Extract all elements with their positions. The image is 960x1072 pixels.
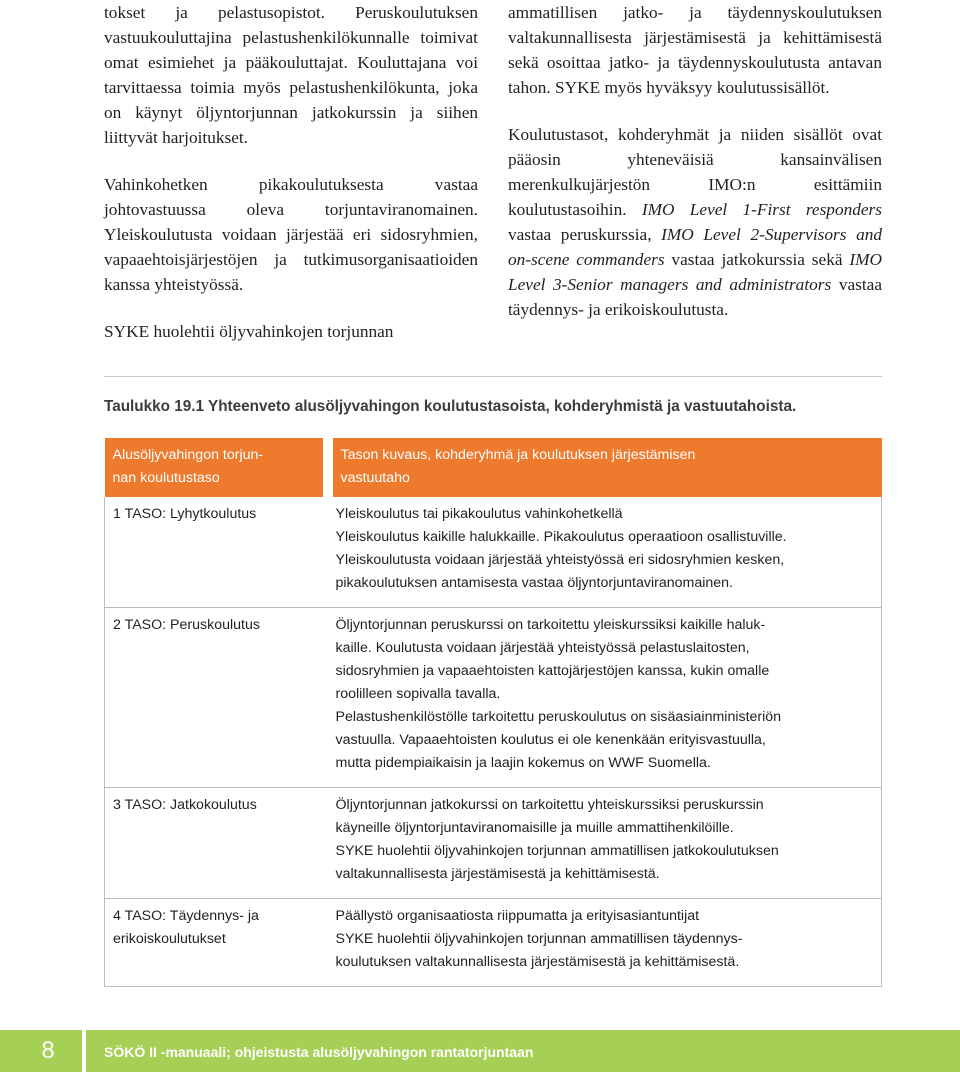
description-line: Öljyntorjunnan jatkokurssi on tarkoitettu yhteiskurssiksi peruskurssin bbox=[335, 797, 764, 813]
level-cell bbox=[105, 899, 328, 987]
description-line: valtakunnallisesta järjestämisestä ja kehittämisestä. bbox=[335, 866, 660, 882]
description-line: koulutuksen valtakunnallisesta järjestämisestä ja kehittämisestä. bbox=[335, 954, 740, 970]
publication-title: SÖKÖ II -manuaali; ohjeistusta alusöljyvahingon rantatorjuntaan bbox=[104, 1044, 534, 1060]
level-cell bbox=[105, 788, 328, 899]
table-row bbox=[105, 608, 882, 788]
description-line: Päällystö organisaatiosta riippumatta ja erityisasiantuntijat bbox=[335, 908, 700, 924]
imo-level-3-text: IMO Level 3-Senior managers and administrators bbox=[508, 250, 882, 294]
imo-intro-text: Koulutustasot, kohderyhmät ja niiden sisällöt ovat pääosin yhteneväisiä kansainvälisen merenkulkujärjestön IMO:n esittämiin koulutustasoihin. bbox=[508, 125, 882, 219]
description-line: kaille. Koulutusta voidaan järjestää yhteistyössä pelastuslaitosten, bbox=[335, 640, 750, 656]
header-training-level bbox=[105, 438, 328, 497]
table-row bbox=[105, 899, 882, 987]
header-level-description-line: vastuutaho bbox=[340, 470, 410, 486]
description-cell bbox=[328, 497, 882, 608]
page-number: 8 bbox=[41, 1037, 55, 1064]
level-name: 3 TASO: Jatkokoulutus bbox=[113, 797, 257, 813]
left-text-column bbox=[104, 0, 478, 344]
level-name: 2 TASO: Peruskoulutus bbox=[113, 617, 260, 633]
description-line: pikakoulutuksen antamisesta vastaa öljyntorjuntaviranomainen. bbox=[335, 575, 733, 591]
table-caption: Taulukko 19.1 Yhteenveto alusöljyvahingon koulutustasoista, kohderyhmistä ja vastuutahoista. bbox=[104, 398, 797, 415]
description-line: vastuulla. Vapaaehtoisten koulutus ei ole kenenkään erityisvastuulla, bbox=[335, 732, 766, 748]
imo-text-2: vastaa jatkokurssia sekä bbox=[664, 250, 850, 269]
description-cell bbox=[328, 788, 882, 899]
description-line: Öljyntorjunnan peruskurssi on tarkoitettu yleiskurssiksi kaikille haluk- bbox=[335, 617, 766, 633]
header-training-level-line: Alusöljyvahingon torjun- bbox=[112, 447, 264, 463]
description-line: SYKE huolehtii öljyvahinkojen torjunnan ammatillisen jatkokoulutuksen bbox=[335, 843, 779, 859]
header-level-description bbox=[328, 438, 882, 497]
paragraph-syke-start: SYKE huolehtii öljyvahinkojen torjunnan bbox=[104, 322, 394, 341]
description-line: käyneille öljyntorjuntaviranomaisille ja muille ammattihenkilöille. bbox=[335, 820, 734, 836]
training-levels-table bbox=[104, 438, 882, 987]
description-line: Pelastushenkilöstölle tarkoitettu peruskoulutus on sisäasiainministeriön bbox=[335, 709, 782, 725]
paragraph-syke-continued: ammatillisen jatko- ja täydennyskoulutuksen valtakunnallisesta järjestämisestä ja kehittämisestä sekä osoittaa jatko- ja täydennyskoulutusta antavan tahon. SYKE myös hyväksyy koulutussisällöt. bbox=[508, 3, 882, 97]
description-cell bbox=[328, 608, 882, 788]
description-line: mutta pidempiaikaisin ja laajin kokemus on WWF Suomella. bbox=[335, 755, 711, 771]
table-row bbox=[105, 497, 882, 608]
footer-divider bbox=[82, 1030, 86, 1072]
header-level-description-line: Tason kuvaus, kohderyhmä ja koulutuksen järjestämisen bbox=[340, 447, 696, 463]
description-line: Yleiskoulutus tai pikakoulutus vahinkohetkellä bbox=[335, 506, 623, 522]
description-line: Yleiskoulutusta voidaan järjestää yhteistyössä eri sidosryhmien kesken, bbox=[335, 552, 785, 568]
section-divider bbox=[104, 376, 882, 377]
imo-level-2-text: IMO Level 2-Supervisors and on-scene commanders bbox=[508, 225, 882, 269]
paragraph-imo-levels bbox=[508, 122, 882, 322]
level-name: 1 TASO: Lyhytkoulutus bbox=[113, 506, 257, 522]
level-cell bbox=[105, 608, 328, 788]
table-row bbox=[105, 788, 882, 899]
paragraph-quick-training: Vahinkohetken pikakoulutuksesta vastaa johtovastuussa oleva torjuntaviranomainen. Yleiskoulutusta voidaan järjestää eri sidosryhmien, vapaaehtoisjärjestöjen ja tutkimusorganisaatioiden kanssa yhteistyössä. bbox=[104, 175, 478, 294]
imo-level-1-text: IMO Level 1-First responders bbox=[641, 200, 882, 219]
description-line: SYKE huolehtii öljyvahinkojen torjunnan ammatillisen täydennys- bbox=[335, 931, 743, 947]
imo-text-1: vastaa peruskurssia, bbox=[508, 225, 662, 244]
description-line: sidosryhmien ja vapaaehtoisten kattojärjestöjen kanssa, kukin omalle bbox=[335, 663, 770, 679]
table-header-row bbox=[105, 438, 882, 497]
description-cell bbox=[328, 899, 882, 987]
page-footer bbox=[0, 1030, 960, 1072]
header-training-level-line: nan koulutustaso bbox=[112, 470, 220, 486]
right-text-column bbox=[508, 0, 882, 322]
imo-text-3: vastaa täydennys- ja erikoiskoulutusta. bbox=[508, 275, 882, 319]
description-line: Yleiskoulutus kaikille halukkaille. Pikakoulutus operaatioon osallistuville. bbox=[335, 529, 787, 545]
description-line: roolilleen sopivalla tavalla. bbox=[335, 686, 501, 702]
level-cell bbox=[105, 497, 328, 608]
level-name: 4 TASO: Täydennys- ja bbox=[113, 908, 259, 924]
paragraph-responsible-trainers: tokset ja pelastusopistot. Peruskoulutuksen vastuukouluttajina pelastushenkilökunnalle toimivat omat esimiehet ja pääkouluttajat. Kouluttajana voi tarvittaessa toimia myös pelastushenkilökunta, joka on käynyt öljyntorjunnan jatkokurssin ja siihen liittyvät harjoitukset. bbox=[104, 3, 478, 147]
level-name: erikoiskoulutukset bbox=[113, 931, 226, 947]
